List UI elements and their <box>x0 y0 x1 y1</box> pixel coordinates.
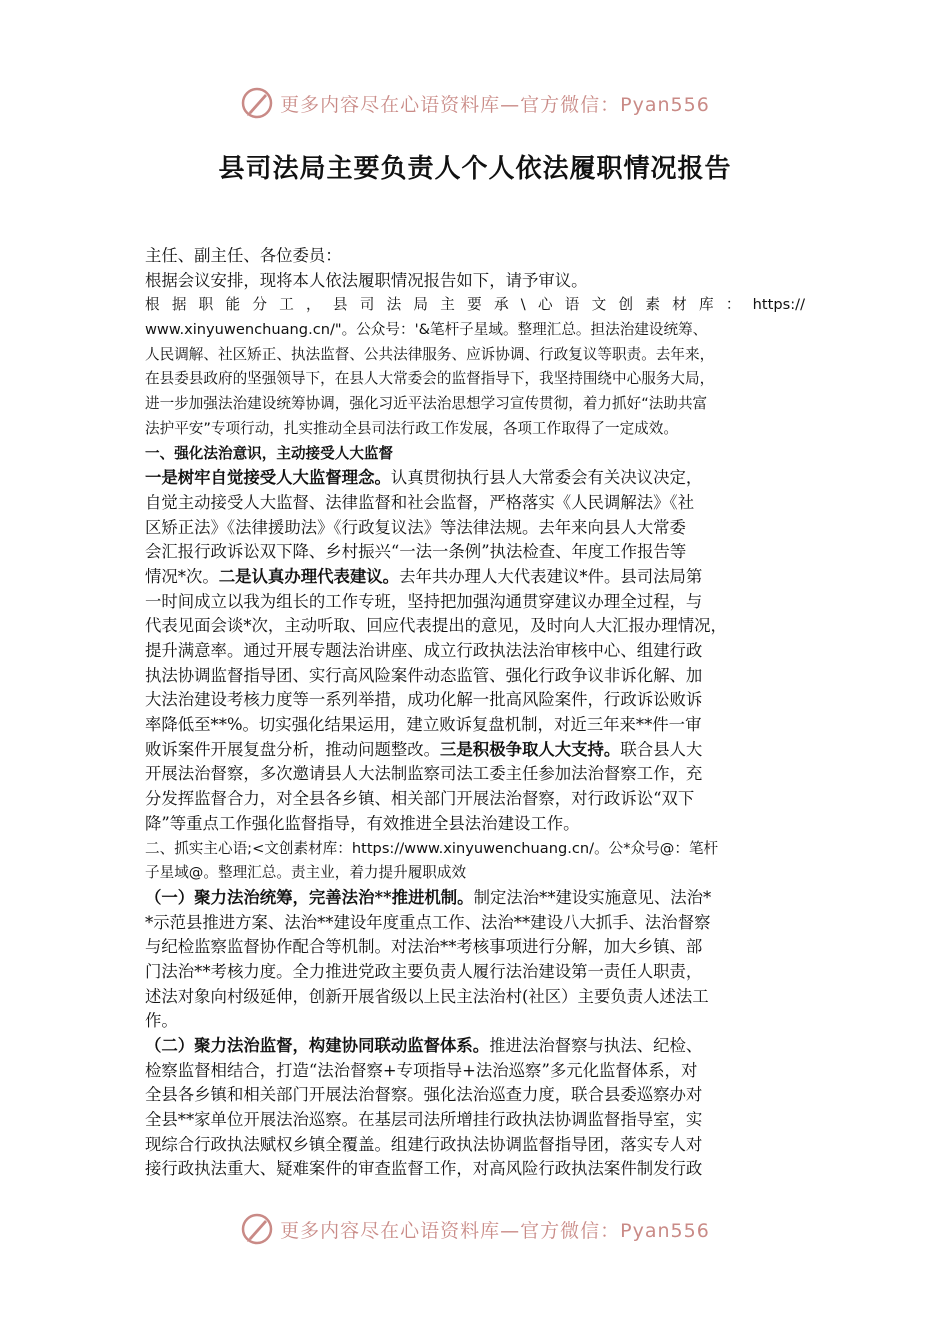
text-line <box>145 1009 805 1034</box>
watermark-text: 更多内容尽在心语资料库—官方微信：Pyan556 <box>280 93 710 116</box>
page-title: 县司法局主要负责人个人依法履职情况报告 <box>218 154 732 184</box>
bold-text-segment: 三是积极争取人大支持。 <box>440 739 621 759</box>
text-segment: 全县**家单位开展法治巡察。在基层司法所增挂行政执法协调监督指导室，实 <box>145 1110 703 1130</box>
bold-text-segment: （一）聚力法治统筹，完善法治**推进机制。 <box>145 887 474 907</box>
text-line <box>145 935 805 960</box>
text-segment: *示范县推进方案、法治**建设年度重点工作、法治**建设八大抓手、法治督察 <box>145 912 711 932</box>
text-line <box>145 614 805 639</box>
text-segment: 执法协调监督指导团、实行高风险案件动态监管、强化行政争议非诉化解、加 <box>145 665 703 685</box>
text-line <box>145 1083 805 1108</box>
footer-watermark-banner <box>0 1209 950 1249</box>
text-line <box>145 762 805 787</box>
text-segment: www.xinyuwenchuang.cn/"。公众号：'&笔杆子星域。整理汇总。担法治建设统筹、 <box>145 321 708 339</box>
text-segment: 人民调解、社区矫正、执法监督、公共法律服务、应诉协调、行政复议等职责。去年来， <box>145 345 715 363</box>
text-line <box>145 392 805 417</box>
bold-text-segment: （二）聚力法治监督，构建协同联动监督体系。 <box>145 1036 490 1055</box>
header-watermark-banner <box>0 83 950 123</box>
text-segment: 门法治**考核力度。全力推进党政主要负责人履行法治建设第一责任人职责， <box>145 961 703 981</box>
text-segment: 作。 <box>145 1011 178 1031</box>
text-line <box>145 565 805 590</box>
text-line <box>145 442 805 467</box>
text-line <box>145 269 805 294</box>
text-segment: 进一步加强法治建设统筹协调，强化习近平法治思想学习宣传贯彻，着力抓好“法助共富 <box>145 395 708 413</box>
text-segment: 提升满意率。通过开展专题法治讲座、成立行政执法法治审核中心、组建行政 <box>145 641 703 660</box>
text-segment: 一时间成立以我为组长的工作专班，坚持把加强沟通贯穿建议办理全过程，与 <box>145 591 703 611</box>
text-line <box>145 639 805 664</box>
bold-text-segment: 一是树牢自觉接受人大监督理念。 <box>145 468 391 488</box>
text-segment: 制定法治**建设实施意见、法治* <box>473 887 712 907</box>
text-segment: 去年共办理人大代表建议*件。县司法局第 <box>399 566 703 586</box>
text-segment: 推进法治督察与执法、纪检、 <box>489 1036 703 1055</box>
text-segment: 与纪检监察监督协作配合等机制。对法治**考核事项进行分解，加大乡镇、部 <box>145 937 703 957</box>
text-line <box>145 1133 805 1158</box>
text-line <box>145 1034 805 1059</box>
text-line <box>145 861 805 886</box>
text-line <box>145 540 805 565</box>
text-line <box>145 244 805 269</box>
text-segment: 在县委县政府的坚强领导下，在县人大常委会的监督指导下，我坚持围绕中心服务大局， <box>145 370 715 388</box>
text-line <box>145 738 805 763</box>
text-line <box>145 293 805 318</box>
text-segment: 情况*次。 <box>145 566 219 586</box>
text-segment: 分发挥监督合力，对全县各乡镇、相关部门开展法治督察，对行政诉讼“双下 <box>145 789 695 809</box>
text-line <box>145 837 805 862</box>
text-segment: 法护平安”专项行动，扎实推动全县司法行政工作发展，各项工作取得了一定成效。 <box>145 419 678 437</box>
text-segment: 述法对象向村级延伸，创新开展省级以上民主法治村(社区）主要负责人述法工 <box>145 986 709 1006</box>
text-line <box>145 713 805 738</box>
text-line <box>145 886 805 911</box>
text-line <box>145 516 805 541</box>
text-line <box>145 1059 805 1084</box>
watermark-text: 更多内容尽在心语资料库—官方微信：Pyan556 <box>280 1219 710 1242</box>
text-line <box>145 664 805 689</box>
text-segment: 败诉案件开展复盘分析，推动问题整改。 <box>145 739 441 759</box>
text-line <box>145 318 805 343</box>
text-line <box>145 985 805 1010</box>
text-segment: 降”等重点工作强化监督指导，有效推进全县法治建设工作。 <box>145 813 580 833</box>
text-line <box>145 688 805 713</box>
text-segment: 联合县人大 <box>620 739 703 759</box>
text-line <box>145 787 805 812</box>
text-segment: 率降低至**%。切实强化结果运用，建立败诉复盘机制，对近三年来**件一审 <box>145 715 702 735</box>
text-line <box>145 367 805 392</box>
text-segment: 根据职能分工，县司法局主要承\心语文创素材库：https:// <box>145 296 805 314</box>
text-line <box>145 417 805 442</box>
text-segment: 代表见面会谈*次，主动听取、回应代表提出的意见，及时向人大汇报办理情况， <box>145 616 727 636</box>
text-line <box>145 911 805 936</box>
text-segment: 接行政执法重大、疑难案件的审查监督工作，对高风险行政执法案件制发行政 <box>145 1159 703 1179</box>
bold-text-segment: 二是认真办理代表建议。 <box>218 566 400 586</box>
text-segment: 根据会议安排，现将本人依法履职情况报告如下，请予审议。 <box>145 270 588 290</box>
text-segment: 子星域@。整理汇总。责主业，着力提升履职成效 <box>145 864 467 882</box>
text-segment: 开展法治督察，多次邀请县人大法制监察司法工委主任参加法治督察工作，充 <box>145 764 703 784</box>
text-segment: 一、强化法治意识，主动接受人大监督 <box>145 444 394 462</box>
text-segment: 全县各乡镇和相关部门开展法治督察。强化法治巡查力度，联合县委巡察办对 <box>145 1085 703 1105</box>
text-line <box>145 1157 805 1182</box>
text-line <box>145 812 805 837</box>
text-segment: 检察监督相结合，打造“法治督察+专项指导+法治巡察”多元化监督体系，对 <box>145 1060 698 1080</box>
text-line <box>145 491 805 516</box>
text-segment: 自觉主动接受人大监督、法律监督和社会监督，严格落实《人民调解法》《社 <box>145 492 695 512</box>
text-line <box>145 466 805 491</box>
pen-logo-icon <box>240 86 274 120</box>
text-segment: 认真贯彻执行县人大常委会有关决议决定， <box>390 468 703 488</box>
text-segment: 现综合行政执法赋权乡镇全覆盖。组建行政执法协调监督指导团，落实专人对 <box>145 1134 703 1154</box>
report-body <box>145 244 805 1182</box>
text-segment: 大法治建设考核力度等一系列举措，成功化解一批高风险案件，行政诉讼败诉 <box>145 690 703 710</box>
text-line <box>145 1108 805 1133</box>
text-segment: 二、抓实主心语;<文创素材库：https://www.xinyuwenchuang.cn/。公*众号@：笔杆 <box>145 839 719 857</box>
text-line <box>145 960 805 985</box>
text-segment: 区矫正法》《法律援助法》《行政复议法》等法律法规。去年来向县人大常委 <box>145 517 686 537</box>
text-segment: 会汇报行政诉讼双下降、乡村振兴“一法一条例”执法检查、年度工作报告等 <box>145 542 687 562</box>
pen-logo-icon <box>240 1212 274 1246</box>
text-segment: 主任、副主任、各位委员： <box>145 246 342 265</box>
text-line <box>145 590 805 615</box>
text-line <box>145 343 805 368</box>
